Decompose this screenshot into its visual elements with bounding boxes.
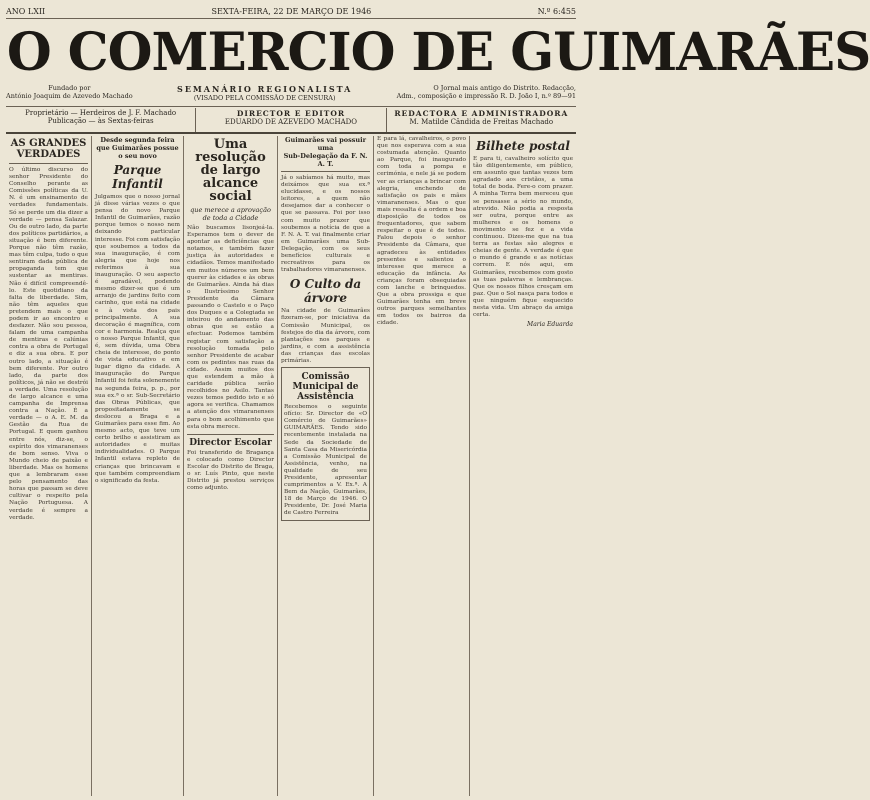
subtitle: SEMANÁRIO REGIONALISTA	[177, 84, 353, 94]
director-label: DIRECTOR E EDITOR	[236, 109, 346, 118]
owner-line: Proprietário — Herdeiros de J. F. Machado	[25, 109, 177, 117]
issue-number: ANO LXII	[6, 6, 46, 16]
admin-box	[387, 108, 576, 132]
divider	[9, 163, 88, 164]
article-subhead: que merece a aprovação de toda a Cidade	[190, 206, 271, 222]
article-body: E para ti, cavalheiro solícito que tão diligentemente, em público, em assunto que tantas vezes tem agradado aos cristãos, a uma total de boda. Fere-o com prazer. A minha Terra bem mereceu que se pensasse a sério no mundo, atrevido. Não podia a resposta ser outra, porque entre as mulheres e os homens o movimento se fez e a vida continuou. Dizes-me que na tua terra as festas são alegres e cheias de gente. A verdade é que o mundo é grande e as notícias correm. E nós aqui, em Guimarães, recebemos com gosto as tuas palavras e lembranças. Que os nossos filhos cresçam em paz. Que o Sol nasça para todos e que ninguém fique esquecido nesta vida. Um abraço da amiga certa.	[473, 156, 573, 319]
masthead-subline	[6, 84, 576, 107]
article-body: O último discurso do senhor Presidente do Conselho perante as Comissões políticas da U. N. é um ensinamento de verdades fundamentais. Só se perde um dia dizer a verdade — pensa Salazar. Ou de outro lado, da parte dos políticos partidários, a situação é bem diferente. Porque não têm razão, mas têm culpa, tudo o que sentiram dada pública de propaganda tem que sustentar as mentiras. Não é difícil compreendê-lo. Este quotidiano da falta de liberdade. Sim, não têm aqueles que pretendem mais o que podem ir ao encontro e desfazer. Não sou pessoa, falam de uma campanha de mentiras e calúnias contra a obra de Portugal e diz a sua obra. E por outro lado, a situação é bem diferente. Por outro lado, da parte dos políticos, já não se destrói a verdade. Uma resolução de largo alcance e uma campanha de Imprensa contra a Nação. É a verdade — o A. E. M. da Gestão da Rua de Portugal. E quem ganhou entre nós, diz-se, o espírito dos vimaranenses de bom senso. Viva o Mundo cheio de paixão e liberdade. Mas os homens que a lembraram esse pelo pensamento das horas que passam se deve cultivar o respeito pela Nação Portuguesa. A verdade é sempre a verdade.	[9, 167, 88, 521]
admin-label: REDACTORA E ADMINISTRADORA	[394, 109, 569, 118]
divider	[281, 171, 370, 172]
article-body: E para lá, cavalheiros, o povo que nos esperava com a sua costumada atenção. Quanto ao Parque, foi inaugurado com toda a pompa e cerimónia, e nele já se podem ver as crianças a brincar com alegria, enchendo de satisfação os pais e mães vimaranenses. Mas o que mais ressalta é a ordem e boa disposição de todos os frequentadores, que sabem respeitar o que é de todos. Falou depois o senhor Presidente da Câmara, que agradeceu às entidades presentes e salientou o interesse que merece a educação da infância. As crianças foram obsequiadas com lanche e brinquedos. Que a obra prossiga e que Guimarães tenha em breve outros parques semelhantes em todos os bairros da cidade.	[377, 136, 466, 327]
publication-line: Publicação — às Sextas-feiras	[47, 117, 154, 125]
column-6	[470, 136, 576, 796]
article-title-bilhete-postal: Bilhete postal	[475, 139, 570, 153]
article-title-resolucao: Uma resolução de largo alcance social	[195, 137, 266, 204]
signature: Maria Eduarda	[527, 321, 573, 329]
column-1	[6, 136, 92, 796]
column-5	[374, 136, 470, 796]
column-3	[184, 136, 278, 796]
article-body: Não buscamos lisonjeá-la. Esperamos tem o dever de apontar as deficiências que notamos, e também fazer justiça às autoridades e cidadãos. Temos manifestado em muitos números um bem querer às cidades e às obras de Guimarães. Ainda há dias o Ilustríssimo Senhor Presidente da Câmara passando o Castelo e o Paço dos Duques e a Colegiada se inteirou do andamento das obras que se estão a efectuar. Podemos também registar com satisfação a resolução tomada pelo senhor Presidente de acabar com os pedintes nas ruas da cidade. Assim muitos dos que estendem a mão à caridade pública serão recolhidos no Asilo. Tantas vezes temos pedido isto e só agora se verifica. Chamamos a atenção dos vimaranenses para o bom acolhimento que esta obra merece.	[187, 225, 274, 430]
kicker-line: Sub-Delegação da F. N. A. T.	[283, 152, 368, 168]
director-box	[196, 108, 386, 132]
notice-title: Comissão Municipal de Assistência	[292, 372, 359, 403]
admin-name: M. Matilde Cândida de Freitas Machado	[409, 118, 554, 126]
article-title-grandes-verdades: AS GRANDES VERDADES	[10, 138, 87, 160]
kicker-line: Guimarães vai possuir uma	[284, 136, 367, 152]
address-line-1: O Jornal mais antigo do Distrito. Redacção,	[433, 84, 576, 92]
director-name: EDUARDO DE AZEVEDO MACHADO	[224, 118, 358, 126]
kicker-line: Desde segunda feira	[100, 136, 175, 144]
article-body: Foi transferido de Bragança e colocado como Director Escolar do Distrito de Braga, o sr. Luís Pinto, que neste Distrito já prestou serviços como adjunto.	[187, 449, 274, 492]
issue-date: SEXTA-FEIRA, 22 DE MARÇO DE 1946	[211, 6, 372, 16]
founder-block	[6, 84, 133, 100]
article-body: Julgamos que o nosso jornal já disse várias vezes o que pensa do novo Parque Infantil de Guimarães, razão porque temos o nosso nem deixando particular interesse. Foi com satisfação que soubemos a todos da sua inauguração, é com alegria que hoje nos referimos à sua inauguração. O seu aspecto é agradável, podendo mesmo dizer-se que é um arranjo de jardins feito com carinho, que está na cidade e à vista dos pais principalmente. A sua decoração é magnífica, com cor e harmonia. Realça que o nosso Parque Infantil, que é, sem dúvida, uma Obra cheia de interesse, do ponto de vista educativo e em lugar digno da cidade. A inauguração do Parque Infantil foi feita solenemente na segunda feira, p. p., por sua ex.ª o sr. Sub-Secretário das Obras Públicas, que propositadamente se deslocou a Braga e a Guimarães para esse fim. Ao mesmo acto, que teve um certo brilho e assistiram as autoridades e muitas individualidades. O Parque Infantil estava repleto de crianças que brincavam e que também compreendiam o significado da festa.	[95, 194, 180, 484]
founded-label: Fundado por	[48, 84, 91, 92]
column-2	[92, 136, 184, 796]
address-line-2: Adm., composição e impressão R. D. João I, n.º 89—91	[396, 92, 576, 100]
article-body: Já o sabíamos há muito, mas deixámos que sua ex.ª elucidasse, e os nossos leitores, a quem não desejamos dar a conhecer o que se passava. Foi por isso com muito prazer que soubemos a notícia de que a F. N. A. T. vai finalmente criar em Guimarães uma Sub-Delegação, com os seus benefícios culturais e recreativos para os trabalhadores vimaranenses.	[281, 175, 370, 274]
founder-name: António Joaquim de Azevedo Machado	[6, 92, 133, 100]
kicker-line: que Guimarães possue	[96, 144, 179, 152]
subtitle-block	[177, 84, 352, 102]
subtitle-note: (VISADO PELA COMISSÃO DE CENSURA)	[193, 94, 336, 102]
column-4	[278, 136, 374, 796]
article-columns	[6, 136, 576, 796]
article-title-parque-infantil: Parque Infantil	[112, 163, 163, 191]
divider	[187, 434, 274, 435]
kicker-line: o seu novo	[118, 152, 157, 160]
edition-number: N.º 6:455	[537, 6, 576, 16]
article-body: Na cidade de Guimarães fizeram-se, por iniciativa da Comissão Municipal, os festejos do dia da árvore, com plantações nos parques e jardins, e com a assistência das crianças das escolas primárias.	[281, 308, 370, 364]
issue-line	[6, 4, 576, 19]
address-block	[397, 84, 576, 100]
article-title-director-escolar: Director Escolar	[189, 437, 272, 448]
staff-row	[6, 108, 576, 134]
newspaper-title: O COMERCIO DE GUIMARÃES	[6, 22, 870, 83]
owner-box	[6, 108, 196, 132]
notice-body: Recebemos o seguinte ofício: Sr. Director de «O Comércio de Guimarães» GUIMARÃES. Tendo sido recentemente instalada na Sede da Sociedade de Santa Casa da Misericórdia a Comissão Municipal de Assistência, venho, na qualidade de seu Presidente, apresentar cumprimentos a V. Ex.ª. A Bem da Nação, Guimarães, 18 de Março de 1946. O Presidente, Dr. José Maria de Castro Ferreira	[284, 404, 367, 517]
notice-box	[281, 367, 370, 521]
article-title-culto-arvore: O Culto da árvore	[289, 277, 362, 306]
